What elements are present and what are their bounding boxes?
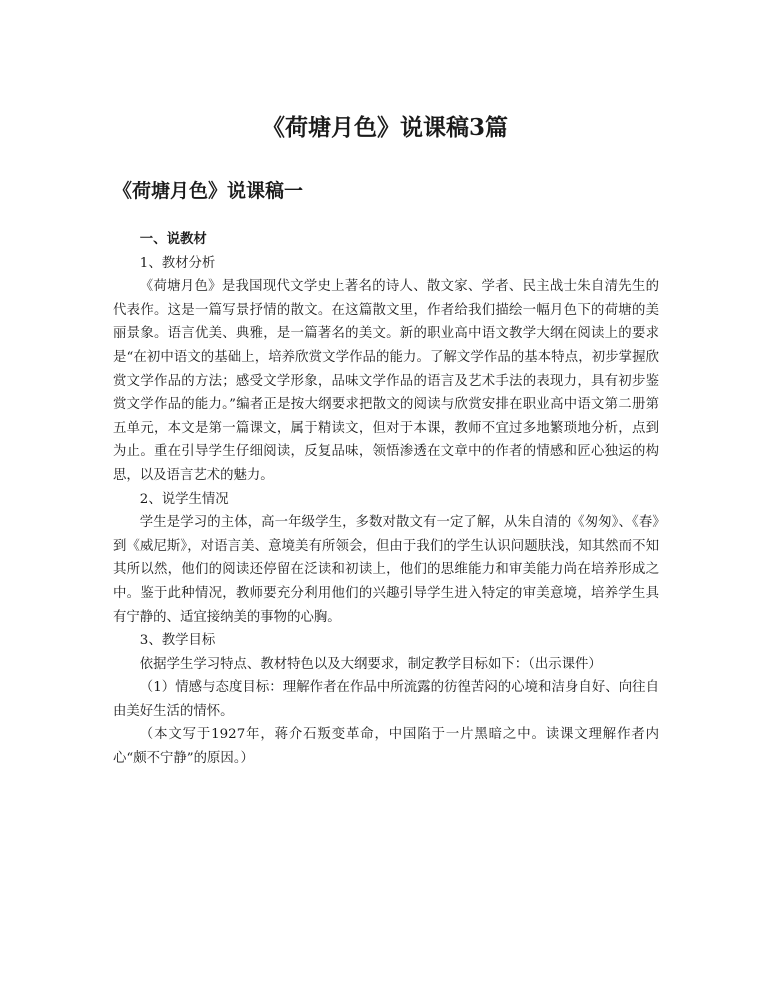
subheading-teaching-goals: 3、教学目标 [139, 633, 216, 649]
paragraph-goal-emotion-attitude: （1）情感与态度目标：理解作者在作品中所流露的彷徨苦闷的心境和洁身自好、向往自由美好生活的情怀。 [113, 680, 659, 719]
paragraph-teaching-goals-intro: 依据学生学习特点、教材特色以及大纲要求，制定教学目标如下：（出示课件） [139, 656, 602, 672]
paragraph-material-analysis: 《荷塘月色》是我国现代文学史上著名的诗人、散文家、学者、民主战士朱自清先生的代表作。这是一篇写景抒情的散文。在这篇散文里，作者给我们描绘一幅月色下的荷塘的美丽景象。语言优美、典雅，是一篇著名的美文。新的职业高中语文教学大纲在阅读上的要求是“在初中语文的基础上，培养欣赏文学作品的能力。了解文学作品的基本特点，初步掌握欣赏文学作品的方法；感受文学形象，品味文学作品的语言及艺术手法的表现力，具有初步鉴赏文学作品的能力。”编者正是按大纲要求把散文的阅读与欣赏安排在职业高中语文第二册第五单元，本文是第一篇课文，属于精读文，但对于本课，教师不宜过多地繁琐地分析，点到为止。重在引导学生仔细阅读，反复品味，领悟渗透在文章中的作者的情感和匠心独运的构思，以及语言艺术的魅力。 [113, 279, 659, 483]
paragraph-student-situation: 学生是学习的主体，高一年级学生，多数对散文有一定了解，从朱自清的《匆匆》、《春》到《威尼斯》，对语言美、意境美有所领会，但由于我们的学生认识问题肤浅，知其然而不知其所以然，他们的阅读还停留在泛读和初读上，他们的思维能力和审美能力尚在培养形成之中。鉴于此种情况，教师要充分利用他们的兴趣引导学生进入特定的审美意境，培养学生具有宁静的、适宜接纳美的事物的心胸。 [113, 515, 659, 625]
heading-teaching-material: 一、说教材 [139, 231, 207, 247]
document-title: 《荷塘月色》说课稿3篇 [261, 114, 508, 141]
section-heading: 《荷塘月色》说课稿一 [113, 180, 304, 202]
subheading-student-situation: 2、说学生情况 [139, 491, 229, 507]
document-body [113, 228, 659, 771]
paragraph-goal-background-note: （本文写于1927年，蒋介石叛变革命，中国陷于一片黑暗之中。读课文理解作者内心“颇不宁静”的原因。） [113, 727, 659, 767]
subheading-material-analysis: 1、教材分析 [139, 255, 216, 271]
